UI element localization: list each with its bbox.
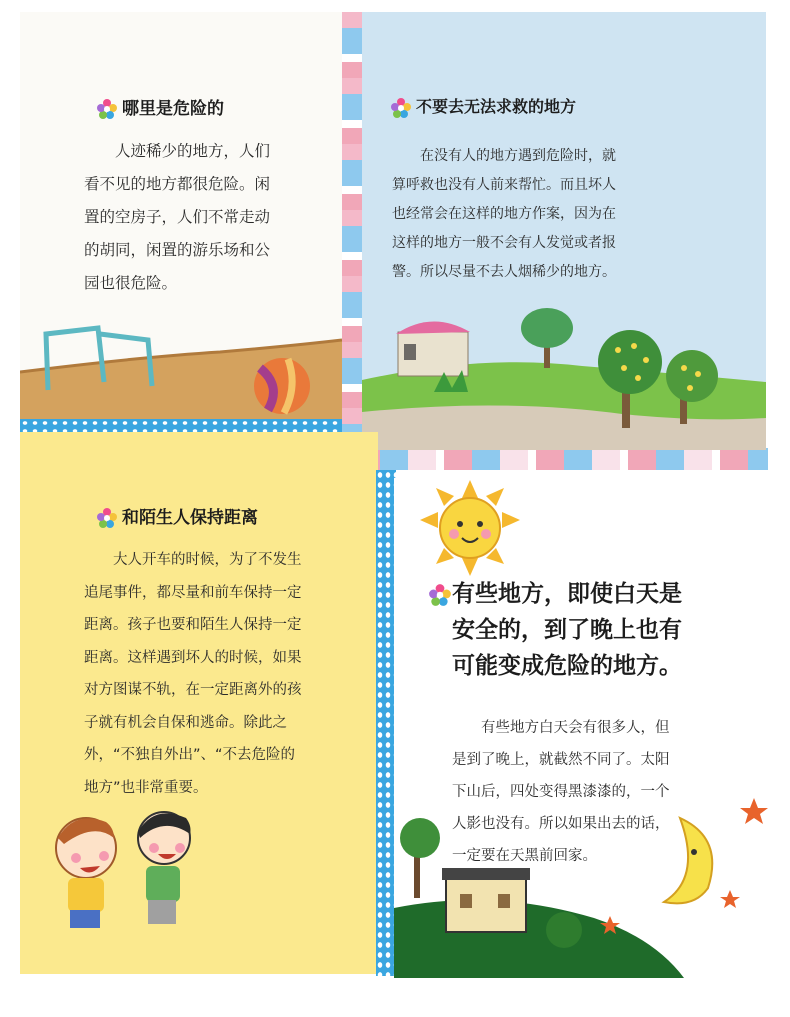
sun-illustration bbox=[408, 480, 538, 580]
text-line: 的胡同，闲置的游乐场和公 bbox=[84, 241, 271, 259]
text-line: 对方图谋不轨，在一定距离外的孩 bbox=[84, 682, 302, 698]
flower-bullet-icon bbox=[96, 98, 118, 120]
flower-bullet-icon bbox=[428, 583, 452, 607]
text-line: 在没有人的地方遇到危险时，就 bbox=[420, 148, 616, 164]
section-body-night-danger bbox=[452, 712, 742, 872]
section-title-keep-distance: 和陌生人保持距离 bbox=[96, 503, 258, 529]
children-illustration bbox=[34, 792, 234, 942]
checker-stripe-horizontal bbox=[344, 448, 768, 470]
heading-line: 安全的，到了晚上也有 bbox=[452, 617, 682, 643]
flower-bullet-icon bbox=[390, 97, 412, 119]
flower-bullet-icon bbox=[96, 507, 118, 529]
text-line: 园也很危险。 bbox=[84, 274, 178, 292]
section-body-keep-distance bbox=[84, 544, 366, 804]
text-line: 追尾事件，都尽量和前车保持一定 bbox=[84, 584, 302, 601]
section-title-dangerous-places: 哪里是危险的 bbox=[96, 94, 224, 120]
section-heading-night-danger bbox=[428, 576, 682, 684]
text-line: 距离。孩子也要和陌生人保持一定 bbox=[84, 617, 302, 633]
heading-line: 有些地方，即使白天是 bbox=[428, 576, 682, 612]
text-line: 大人开车的时候，为了不发生 bbox=[113, 552, 302, 568]
checker-stripe-vertical bbox=[340, 12, 362, 452]
text-line: 子就有机会自保和逃命。除此之 bbox=[84, 714, 287, 731]
section-body-dangerous-places bbox=[84, 135, 334, 300]
text-line: 距离。这样遇到坏人的时候，如果 bbox=[84, 649, 302, 666]
section-title-no-rescue-places: 不要去无法求救的地方 bbox=[390, 94, 576, 119]
text-line: 看不见的地方都很危险。闲 bbox=[84, 175, 271, 193]
text-line: 警。所以尽量不去人烟稀少的地方。 bbox=[392, 264, 616, 280]
text-line: 有些地方白天会有很多人，但 bbox=[481, 720, 670, 736]
text-line: 地方”也非常重要。 bbox=[84, 779, 208, 796]
text-line: 人迹稀少的地方，人们 bbox=[115, 142, 271, 160]
text-line: 人影也没有。所以如果出去的话， bbox=[452, 816, 670, 832]
landscape-illustration bbox=[362, 302, 766, 450]
text-line: 是到了晚上，就截然不同了。太阳 bbox=[452, 752, 670, 768]
text-line: 也经常会在这样的地方作案，因为在 bbox=[392, 206, 616, 222]
text-line: 外，“不独自外出”、“不去危险的 bbox=[84, 747, 296, 763]
text-line: 这样的地方一般不会有人发觉或者报 bbox=[392, 235, 616, 251]
text-line: 一定要在天黑前回家。 bbox=[452, 848, 597, 864]
text-line: 置的空房子，人们不常走动 bbox=[84, 208, 271, 226]
playground-illustration bbox=[20, 312, 342, 420]
dotted-stripe-vertical bbox=[376, 470, 396, 976]
section-body-no-rescue-places bbox=[392, 142, 712, 287]
text-line: 算呼救也没有人前来帮忙。而且坏人 bbox=[392, 177, 616, 193]
heading-line: 可能变成危险的地方。 bbox=[452, 653, 682, 679]
text-line: 下山后，四处变得黑漆漆的，一个 bbox=[452, 784, 670, 800]
